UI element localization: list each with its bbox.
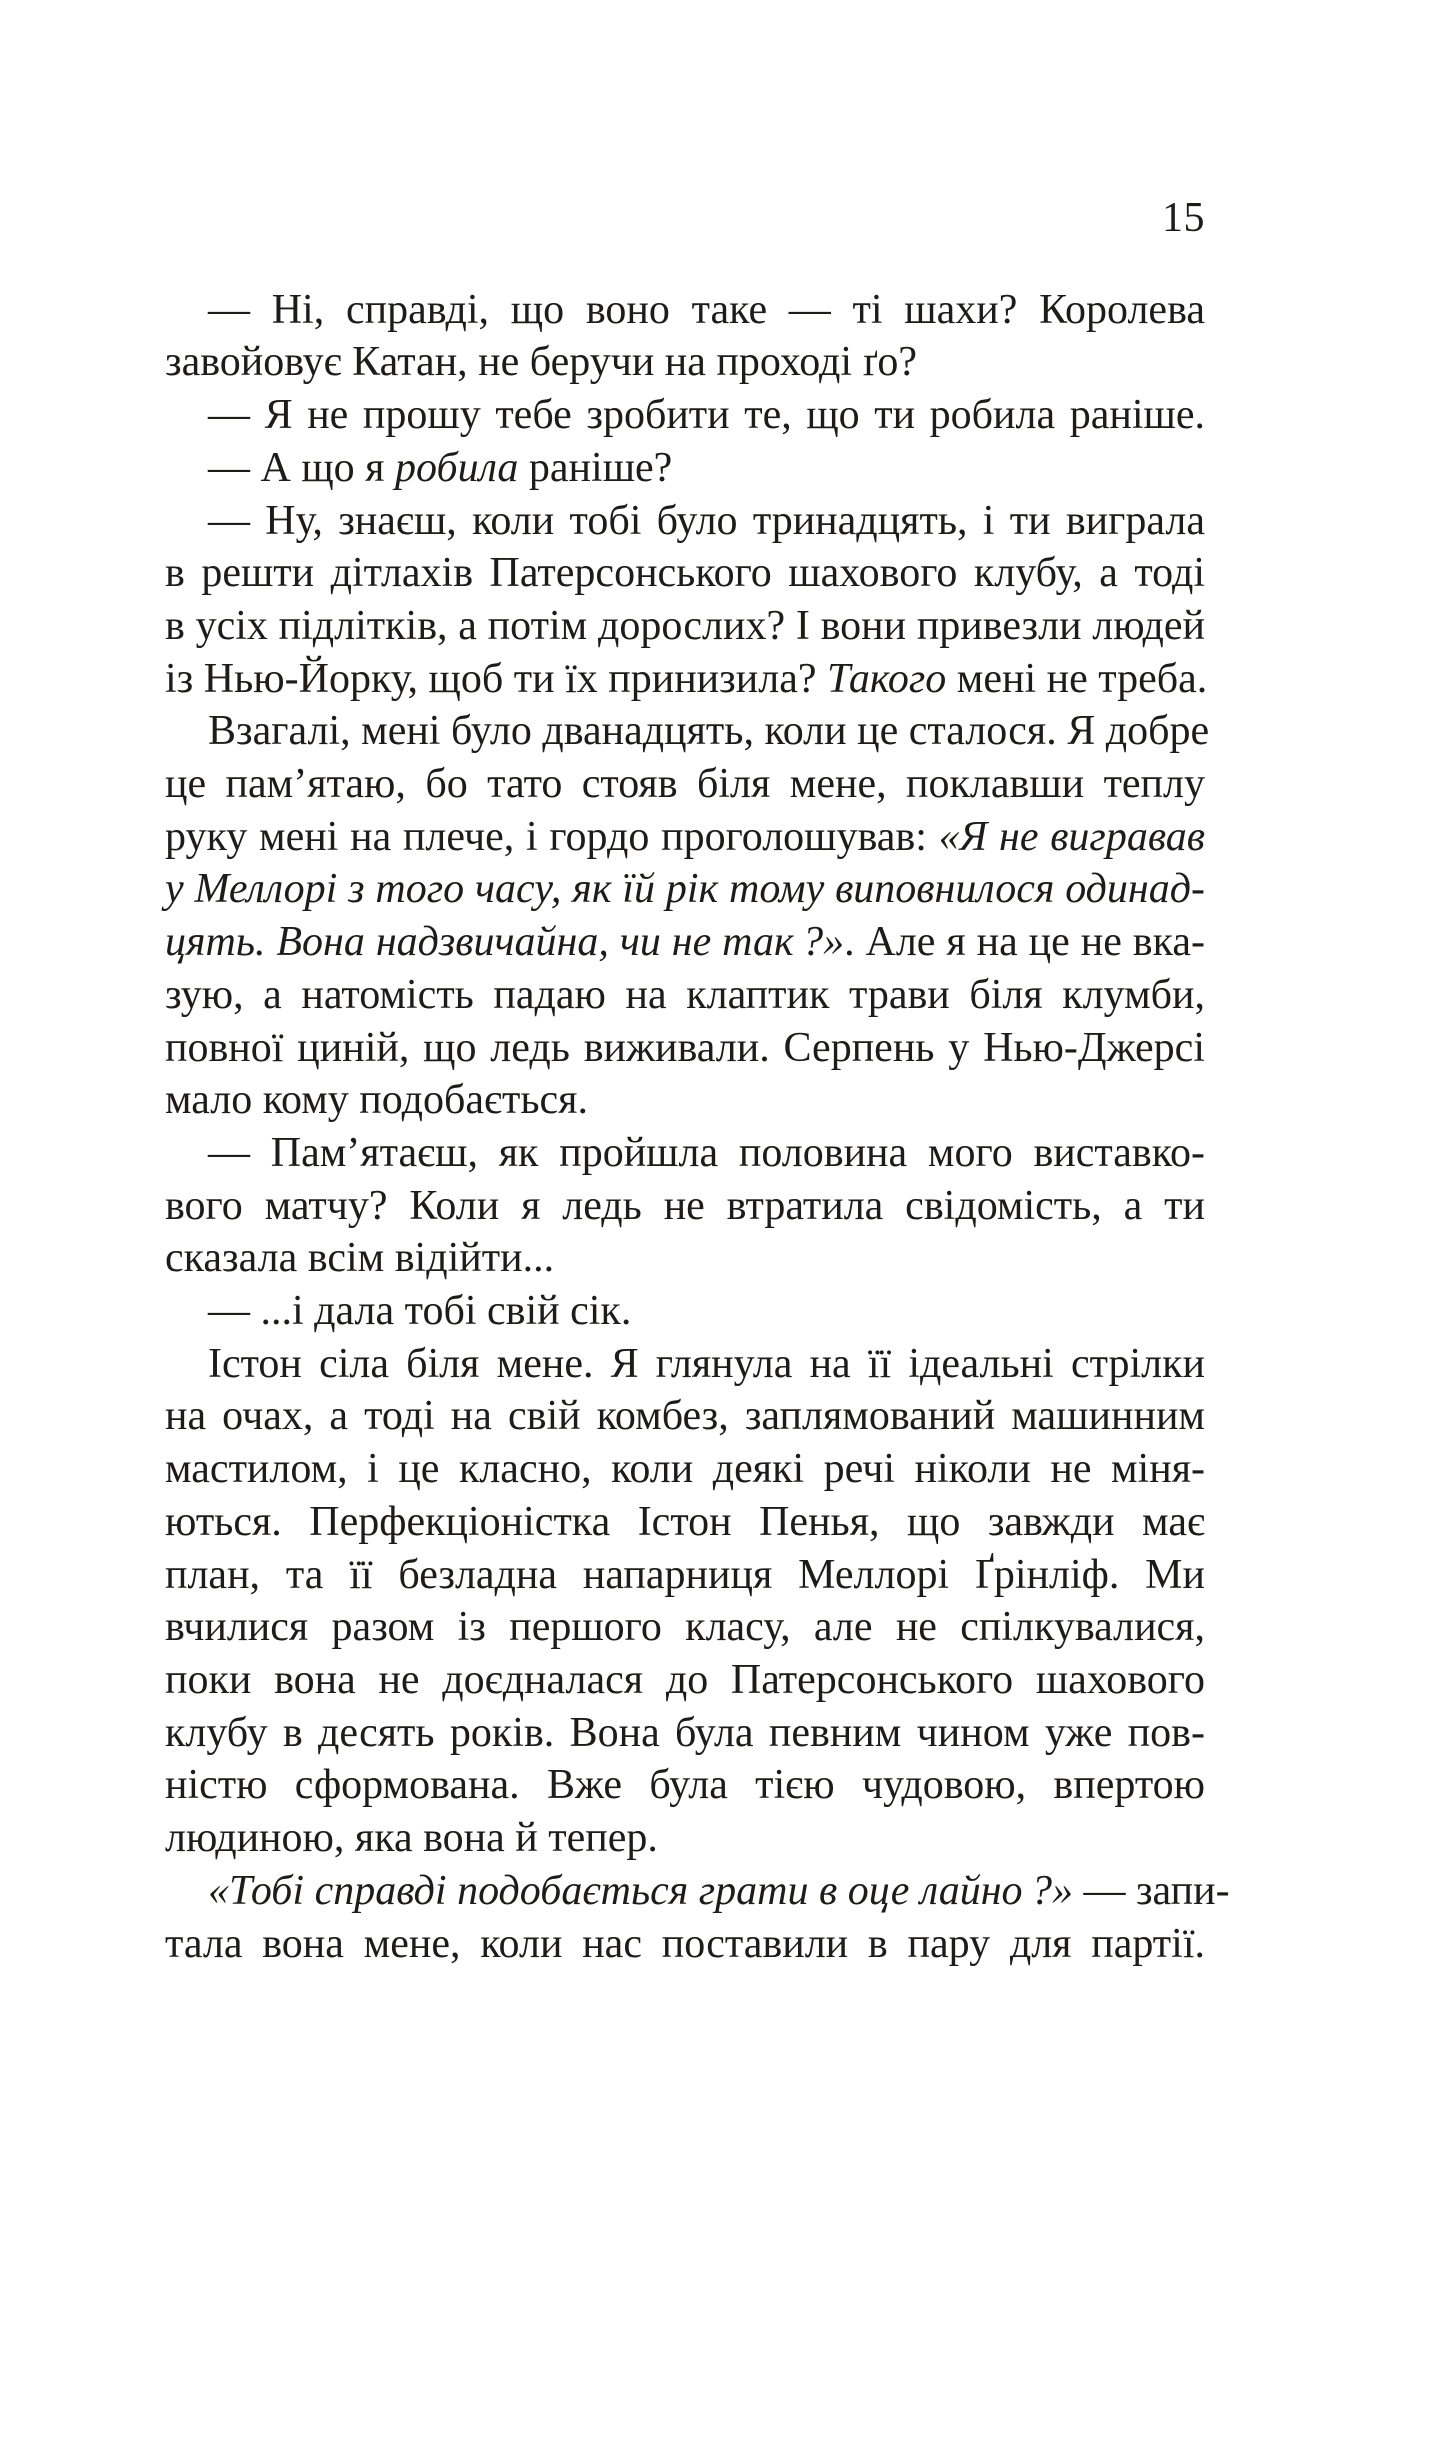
text-segment: мені не треба. [946,655,1208,702]
text-line [165,1232,1205,1285]
text-segment: — Ні, справді, що воно таке — ті шахи? Королева [208,286,1205,333]
text-line [165,1496,1205,1549]
book-page [0,192,1445,2458]
text-line [165,336,1205,389]
text-line [165,1601,1205,1654]
text-segment: раніше? [518,444,673,491]
text-segment: в усіх підлітків, а потім дорослих? І вони привезли людей [165,602,1205,649]
text-segment: мастилом, і це класно, коли деякі речі ніколи не міня- [165,1446,1205,1493]
text-segment: ністю сформована. Вже була тією чудовою, впертою [165,1762,1205,1809]
text-line [165,916,1205,969]
italic-text-segment: у Меллорі з того часу, як їй рік тому виповнилося одинад- [165,866,1205,913]
text-segment: руку мені на плече, і гордо проголошував: [165,813,939,860]
text-line [165,1759,1205,1812]
text-line [165,495,1205,548]
text-segment: Взагалі, мені було дванадцять, коли це сталося. Я добре [208,708,1210,755]
text-line [165,442,1205,495]
text-segment: завойовує Катан, не беручи на проході ґо? [165,339,917,386]
text-line [165,284,1205,337]
page-number: 15 [1162,195,1205,241]
text-segment: — Пам’ятаєш, як пройшла половина мого виставко- [208,1129,1205,1176]
text-segment: — Я не прошу тебе зробити те, що ти робила раніше. [208,392,1205,439]
text-line [165,1390,1205,1443]
text-segment: . Але я на це не вка- [844,919,1205,966]
text-segment: Істон сіла біля мене. Я глянула на її ідеальні стрілки [208,1340,1205,1387]
text-segment: поки вона не доєдналася до Патерсонського шахового [165,1656,1205,1703]
text-segment: вчилися разом із першого класу, але не спілкувалися, [165,1604,1205,1651]
text-segment: тала вона мене, коли нас поставили в пару для партії. [165,1920,1205,1967]
text-segment: план, та її безладна напарниця Меллорі Ґрінліф. Ми [165,1551,1205,1598]
text-line [165,863,1205,916]
text-segment: сказала всім відійти... [165,1235,555,1282]
text-line [165,1180,1205,1233]
text-line [165,653,1208,706]
text-segment: мало кому подобається. [165,1077,588,1124]
text-line [165,1443,1205,1496]
text-line [165,547,1205,600]
italic-text-segment: Такого [826,655,947,702]
text-line [165,1865,1230,1918]
italic-text-segment: робила [395,444,519,491]
text-segment: — А що я [208,444,395,491]
text-segment: в решти дітлахів Патерсонського шахового клубу, а тоді [165,550,1205,597]
text-line [165,1654,1205,1707]
text-line [165,1918,1205,1971]
text-line [165,389,1205,442]
text-segment: — ...і дала тобі свій сік. [208,1288,632,1335]
text-segment: зую, а натомість падаю на клаптик трави біля клумби, [165,971,1205,1018]
text-segment: вого матчу? Коли я ледь не втратила свідомість, а ти [165,1182,1205,1229]
text-line [165,1285,1205,1338]
text-segment: — запи- [1072,1867,1230,1914]
text-segment: людиною, яка вона й тепер. [165,1815,658,1862]
text-segment: повної циній, що ледь виживали. Серпень у Нью-Джерсі [165,1024,1205,1071]
text-segment: клубу в десять років. Вона була певним чином уже пов- [165,1709,1205,1756]
text-segment: із Нью-Йорку, щоб ти їх принизила? [165,655,827,702]
text-line [165,969,1205,1022]
text-line [165,600,1205,653]
italic-text-segment: «Тобі справді подобається грати в оце лайно ?» [208,1867,1073,1914]
text-line [165,758,1205,811]
italic-text-segment: «Я не вигравав [938,813,1205,860]
text-line [165,1549,1205,1602]
text-line [165,1074,1205,1127]
text-segment: — Ну, знаєш, коли тобі було тринадцять, і ти виграла [208,497,1205,544]
text-segment: на очах, а тоді на свій комбез, заплямований машинним [165,1393,1205,1440]
text-body [165,284,1230,1971]
italic-text-segment: цять. Вона надзвичайна, чи не так ?» [165,919,845,966]
text-line [165,1812,1205,1865]
text-segment: це пам’ятаю, бо тато стояв біля мене, поклавши теплу [165,761,1205,808]
text-line [165,1707,1205,1760]
text-segment: ються. Перфекціоністка Істон Пенья, що завжди має [165,1498,1205,1545]
text-line [165,1338,1205,1391]
text-line [165,705,1210,758]
text-line [165,1127,1205,1180]
text-line [165,811,1205,864]
text-line [165,1022,1205,1075]
